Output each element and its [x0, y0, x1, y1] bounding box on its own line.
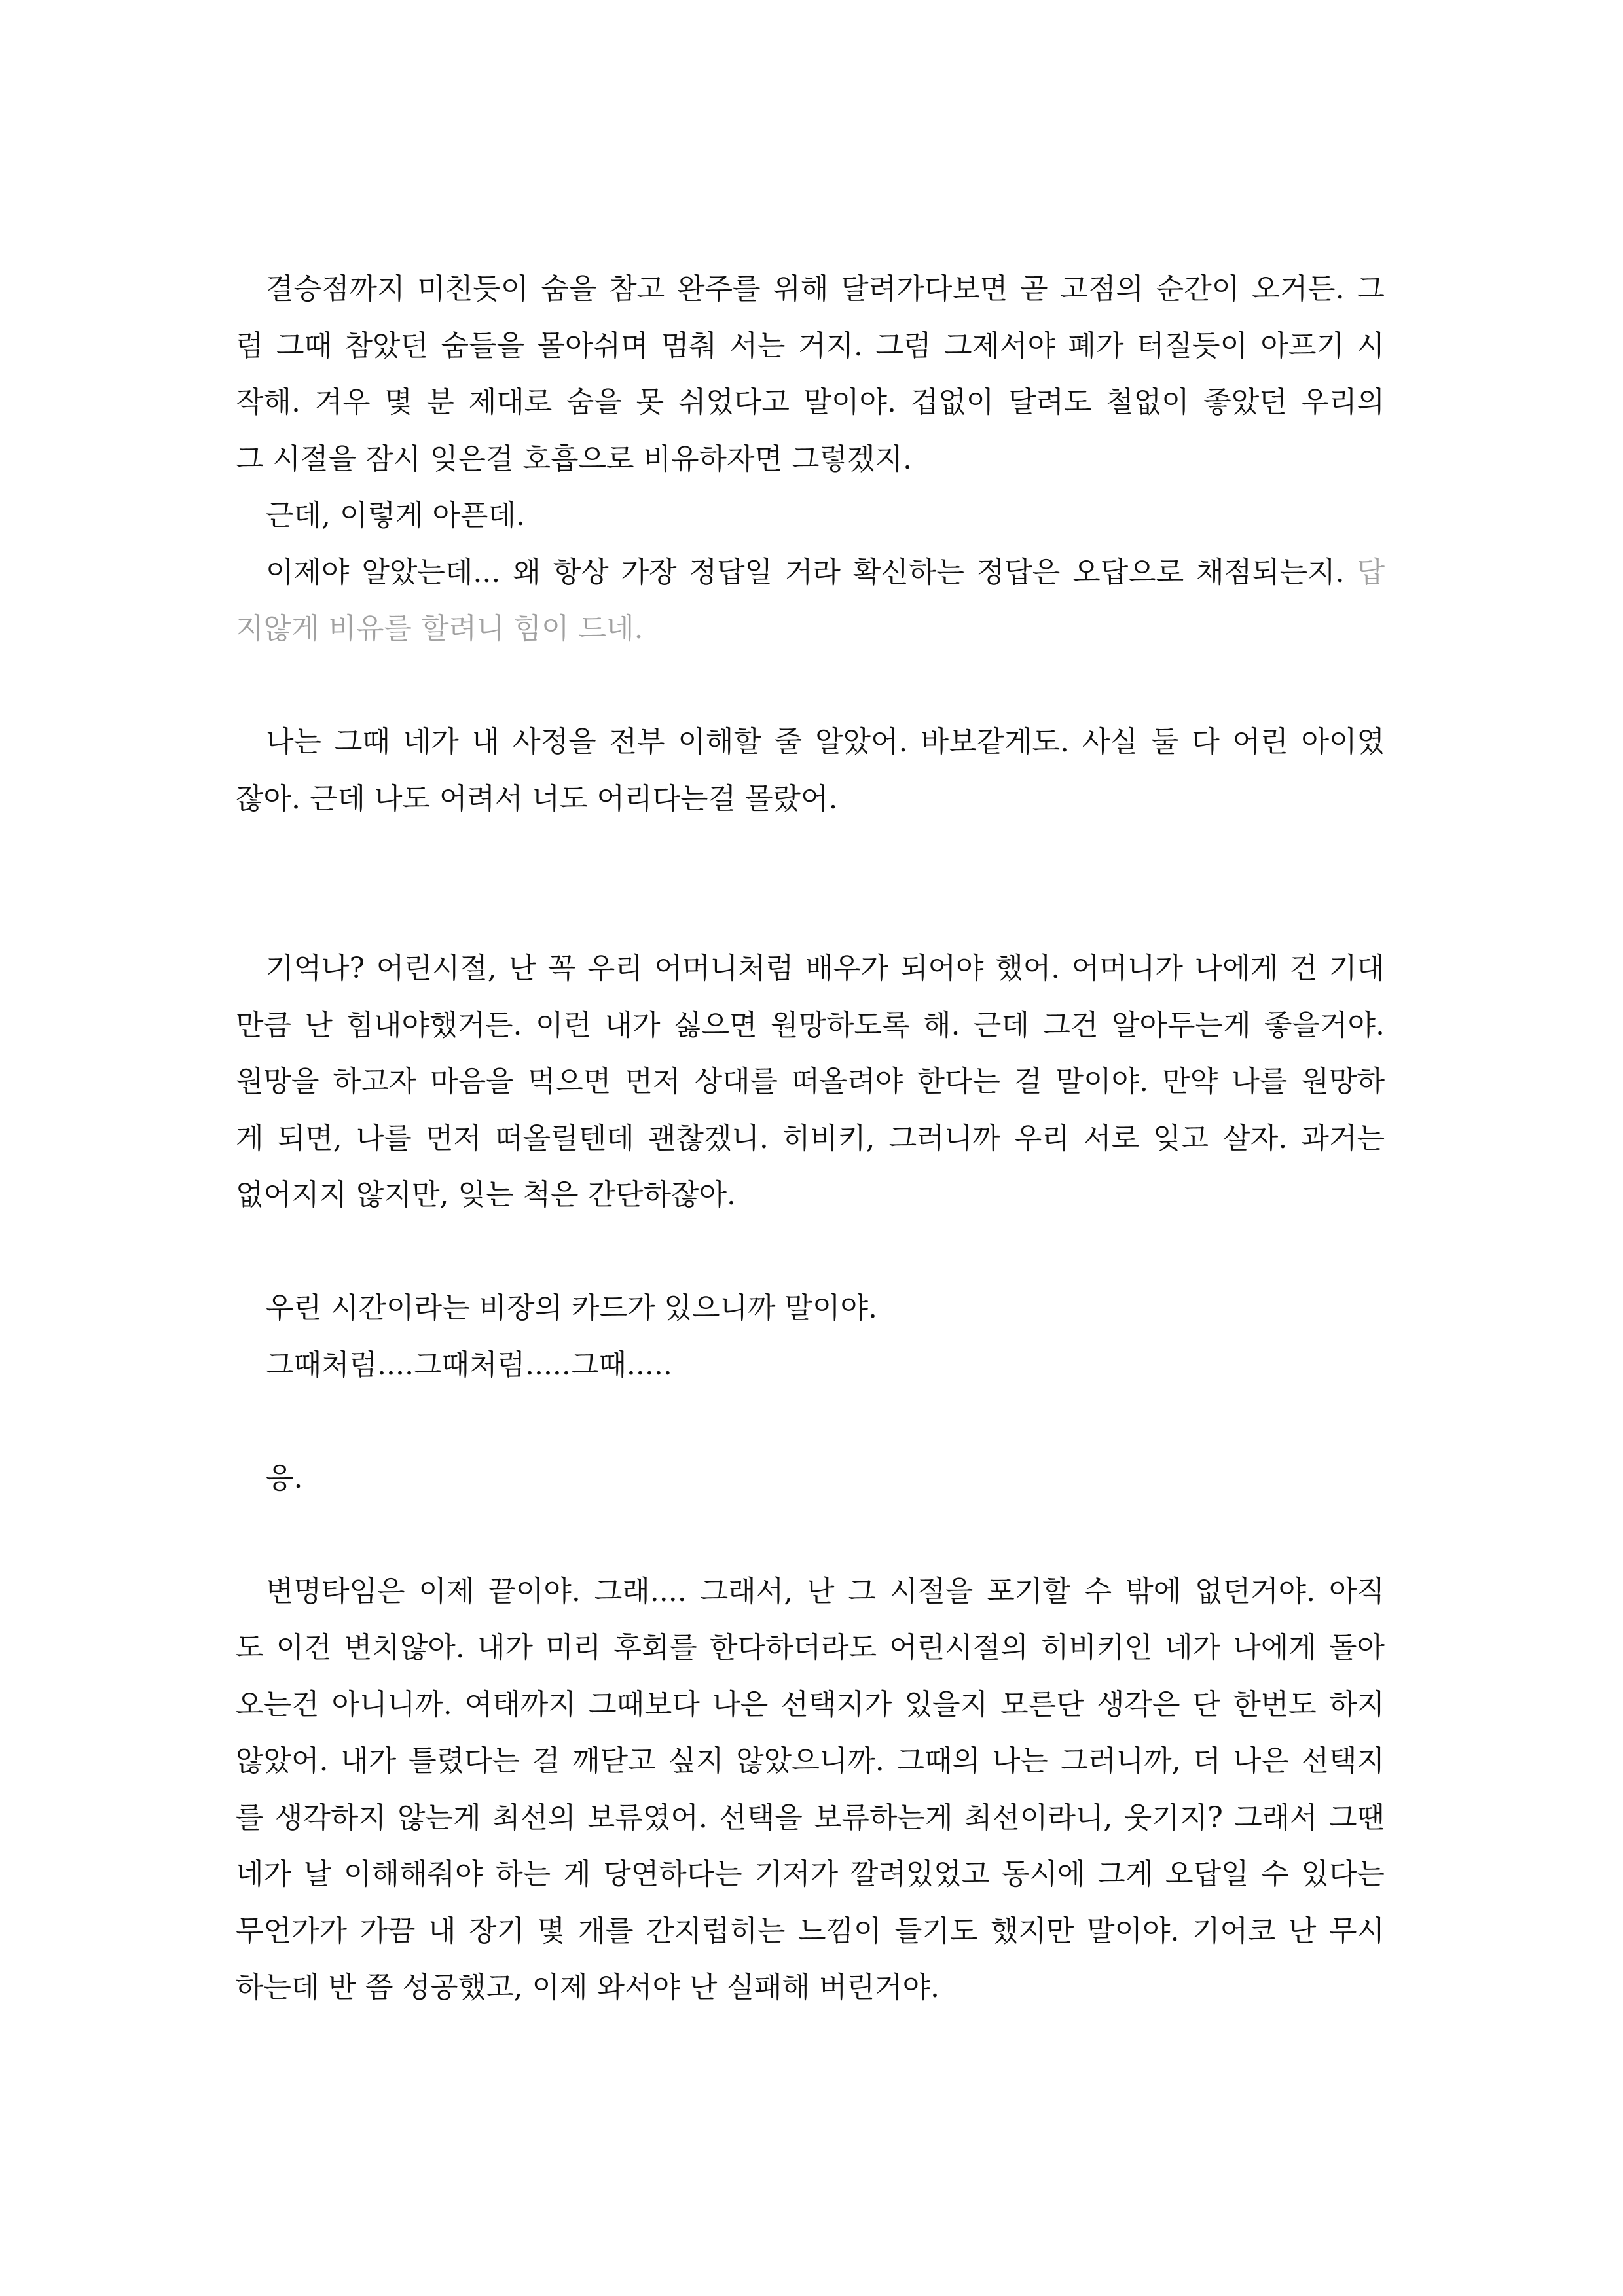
text-line: 작해. 겨우 몇 분 제대로 숨을 못 쉬었다고 말이야. 겁없이 달려도 철없이 좋았던 우리의 [236, 386, 1385, 419]
text-line: 근데, 이렇게 아픈데. [266, 499, 525, 532]
text-line: 결승점까지 미친듯이 숨을 참고 완주를 위해 달려가다보면 곧 고점의 순간이 오거든. 그 [266, 272, 1385, 306]
document-page [236, 270, 1385, 2025]
muted-text-line: 지않게 비유를 할려니 힘이 드네. [236, 612, 644, 645]
text-line: 그 시절을 잠시 잊은걸 호흡으로 비유하자면 그렇겠지. [236, 442, 912, 476]
text-line: 네가 날 이해해줘야 하는 게 당연하다는 기저가 깔려있었고 동시에 그게 오답일 수 있다는 [236, 1857, 1385, 1891]
text-line: 무언가가 가끔 내 장기 몇 개를 간지럽히는 느낌이 들기도 했지만 말이야. 기어코 난 무시 [236, 1914, 1385, 1948]
text-segment: 이제야 알았는데... 왜 항상 가장 정답일 거라 확신하는 정답은 오답으로 채점되는지. [266, 555, 1345, 589]
text-line: 그때처럼....그때처럼.....그때..... [266, 1348, 672, 1382]
text-line: 기억나? 어린시절, 난 꼭 우리 어머니처럼 배우가 되어야 했어. 어머니가 나에게 건 기대 [266, 952, 1385, 985]
text-line: 않았어. 내가 틀렸다는 걸 깨닫고 싶지 않았으니까. 그때의 나는 그러니까, 더 나은 선택지 [236, 1744, 1385, 1778]
blank-line [236, 836, 1385, 893]
blank-line [236, 1232, 1385, 1289]
text-line: 잖아. 근데 나도 어려서 너도 어리다는걸 몰랐어. [236, 781, 838, 816]
blank-line [236, 1515, 1385, 1572]
text-line: 우린 시간이라는 비장의 카드가 있으니까 말이야. [266, 1291, 877, 1325]
text-line: 변명타임은 이제 끝이야. 그래.... 그래서, 난 그 시절을 포기할 수 밖에 없던거야. 아직 [266, 1574, 1385, 1608]
text-line [236, 553, 1385, 610]
text-line: 도 이건 변치않아. 내가 미리 후회를 한다하더라도 어린시절의 히비키인 네가 나에게 돌아 [236, 1631, 1385, 1664]
blank-line [236, 666, 1385, 723]
text-line: 를 생각하지 않는게 최선의 보류였어. 선택을 보류하는게 최선이라니, 웃기지? 그래서 그땐 [236, 1801, 1385, 1835]
text-line: 오는건 아니니까. 여태까지 그때보다 나은 선택지가 있을지 모른단 생각은 단 한번도 하지 [236, 1687, 1385, 1721]
text-line: 하는데 반 쯤 성공했고, 이제 와서야 난 실패해 버린거야. [236, 1971, 939, 2004]
text-line: 게 되면, 나를 먼저 떠올릴텐데 괜찮겠니. 히비키, 그러니까 우리 서로 잊고 살자. 과거는 [236, 1121, 1385, 1155]
text-line: 럼 그때 참았던 숨들을 몰아쉬며 멈춰 서는 거지. 그럼 그제서야 폐가 터질듯이 아프기 시 [236, 329, 1385, 363]
text-line: 원망을 하고자 마음을 먹으면 먼저 상대를 떠올려야 한다는 걸 말이야. 만약 나를 원망하 [236, 1065, 1385, 1098]
muted-text-segment: 답 [1357, 555, 1385, 589]
text-line: 응. [266, 1461, 303, 1495]
text-line: 나는 그때 네가 내 사정을 전부 이해할 줄 알았어. 바보같게도. 사실 둘 다 어린 아이였 [266, 725, 1385, 759]
text-line: 없어지지 않지만, 잊는 척은 간단하잖아. [236, 1178, 736, 1211]
text-line: 만큼 난 힘내야했거든. 이런 내가 싫으면 원망하도록 해. 근데 그건 알아두는게 좋을거야. [236, 1008, 1385, 1042]
blank-line [236, 893, 1385, 950]
blank-line [236, 1402, 1385, 1459]
